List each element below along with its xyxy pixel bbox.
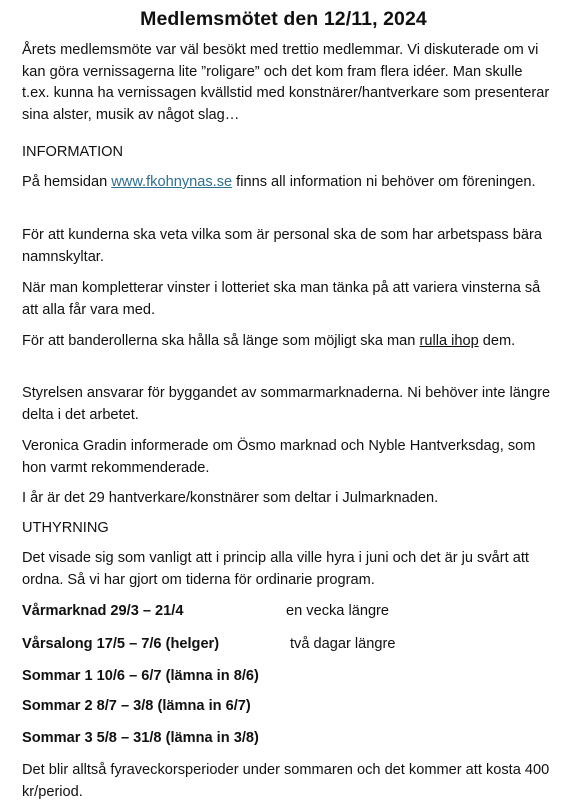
- closing-paragraph: Det blir alltså fyraveckorsperioder under sommaren och det kommer att kosta 400 kr/period.: [22, 762, 550, 800]
- period-label: Sommar 2 8/7 – 3/8 (lämna in 6/7): [22, 698, 251, 714]
- period-row-varmarknad: [22, 601, 552, 623]
- board-paragraph: Styrelsen ansvarar för byggandet av sommarmarknaderna. Ni behöver inte längre delta i det arbetet.: [22, 385, 551, 423]
- veronica-paragraph: Veronica Gradin informerade om Ösmo marknad och Nyble Hantverksdag, som hon varmt rekommenderade.: [22, 438, 536, 476]
- period-label: Vårsalong 17/5 – 7/6 (helger): [22, 636, 220, 652]
- rental-heading: UTHYRNING: [22, 520, 109, 536]
- period-row-varsalong: [22, 634, 552, 656]
- information-heading: INFORMATION: [22, 144, 124, 160]
- website-paragraph: [22, 172, 552, 194]
- lottery-paragraph: När man kompletterar vinster i lotteriet ska man tänka på att variera vinsterna så att alla får vara med.: [22, 280, 541, 318]
- period-label: Vårmarknad 29/3 – 21/4: [22, 603, 184, 619]
- craftsmen-paragraph: I år är det 29 hantverkare/konstnärer som deltar i Julmarknaden.: [22, 490, 439, 506]
- page-title: Medlemsmötet den 12/11, 2024: [140, 8, 427, 30]
- period-row-sommar-3: [22, 728, 552, 750]
- period-label: Sommar 1 10/6 – 6/7 (lämna in 8/6): [22, 668, 259, 684]
- nametags-paragraph: För att kunderna ska veta vilka som är personal ska de som har arbetspass bära namnskyltar.: [22, 227, 542, 265]
- banners-text-before: För att banderollerna ska hålla så länge som möjligt ska man: [22, 333, 420, 349]
- banners-text-after: dem.: [478, 333, 516, 349]
- period-note: en vecka längre: [286, 603, 390, 619]
- intro-paragraph: Årets medlemsmöte var väl besökt med trettio medlemmar. Vi diskuterade om vi kan göra vernissagerna lite ”roligare” och det kom fram flera idéer. Man skulle t.ex. kunna ha vernissagen kvällstid med konstnärer/hantverkare som presenterar sina alster, musik av något slag…: [22, 42, 550, 123]
- website-link[interactable]: www.fkohnynas.se: [111, 174, 233, 190]
- banners-paragraph: [22, 331, 552, 353]
- website-text-after: finns all information ni behöver om föreningen.: [232, 174, 536, 190]
- period-label: Sommar 3 5/8 – 31/8 (lämna in 3/8): [22, 730, 259, 746]
- website-text-before: På hemsidan: [22, 174, 112, 190]
- banners-underlined-text: rulla ihop: [419, 333, 479, 349]
- period-note: två dagar längre: [290, 636, 396, 652]
- period-row-sommar-2: [22, 696, 552, 718]
- rental-paragraph: Det visade sig som vanligt att i princip alla ville hyra i juni och det är ju svårt att ordna. Så vi har gjort om tiderna för ordinarie program.: [22, 550, 529, 588]
- period-row-sommar-1: [22, 666, 552, 688]
